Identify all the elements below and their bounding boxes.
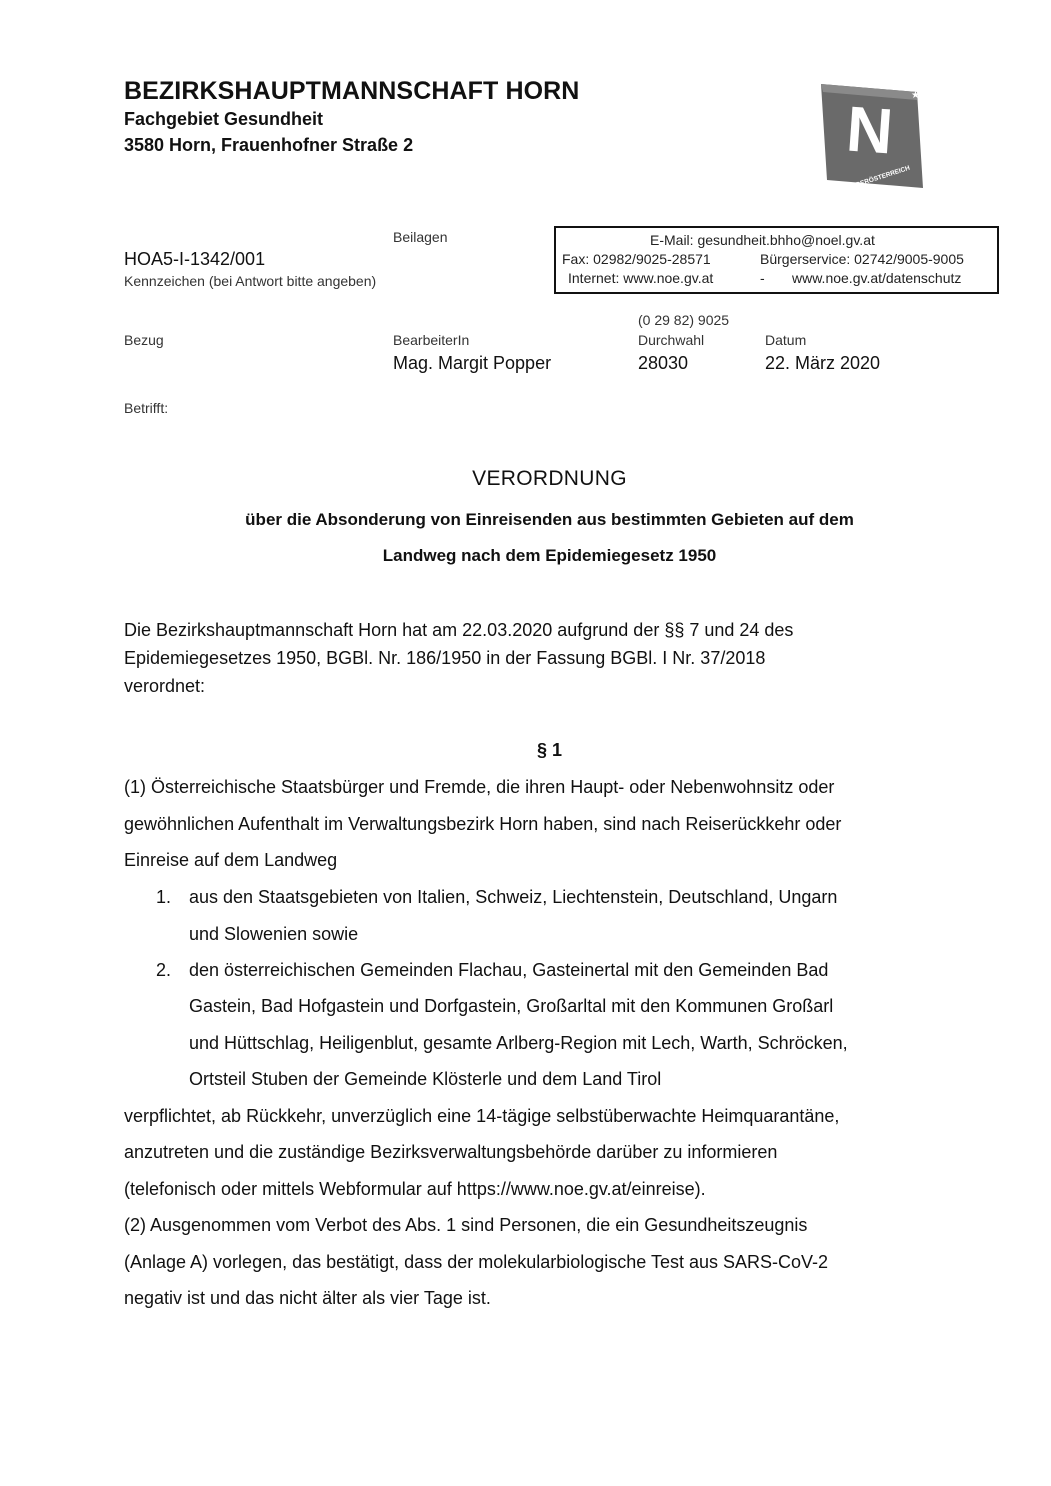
datum-value: 22. März 2020 [765,353,881,373]
contact-internet: Internet: www.noe.gv.at [568,270,714,286]
paragraph-1-line: (1) Österreichische Staatsbürger und Fremde, die ihren Haupt- oder Nebenwohnsitz oder [124,777,835,797]
beilagen-label: Beilagen [393,229,448,245]
paragraph-2-line: (Anlage A) vorlegen, das bestätigt, dass der molekularbiologische Test aus SARS-CoV-2 [124,1252,829,1272]
datum-label: Datum [765,332,807,348]
niederoesterreich-logo [817,80,927,196]
list-item-line: aus den Staatsgebieten von Italien, Schweiz, Liechtenstein, Deutschland, Ungarn [189,887,838,907]
list-item-line: und Slowenien sowie [189,924,359,944]
document-subtitle-line-1: über die Absonderung von Einreisenden aus bestimmten Gebieten auf dem [245,510,854,529]
logo-text: NIEDERÖSTERREICH [844,164,911,193]
intro-line: Epidemiegesetzes 1950, BGBl. Nr. 186/1950 in der Fassung BGBl. I Nr. 37/2018 [124,648,766,668]
paragraph-2-line: negativ ist und das nicht älter als vier Tage ist. [124,1288,491,1308]
betrifft-label: Betrifft: [124,400,169,416]
bezug-label: Bezug [124,332,164,348]
document-title: VERORDNUNG [472,467,627,490]
department-name: Fachgebiet Gesundheit [124,109,324,129]
document-subtitle-line-2: Landweg nach dem Epidemiegesetz 1950 [382,546,717,565]
section-sign: § 1 [536,740,563,760]
reference-hint: Kennzeichen (bei Antwort bitte angeben) [124,273,377,289]
list-item-number: 2. [156,960,172,980]
list-item-number: 1. [156,887,172,907]
durchwahl-value: 28030 [638,353,689,373]
logo-star-icon: ★ [911,90,920,101]
contact-email: E-Mail: gesundheit.bhho@noel.gv.at [650,232,875,248]
intro-line: verordnet: [124,676,206,696]
bearbeiter-label: BearbeiterIn [393,332,470,348]
organization-address: 3580 Horn, Frauenhofner Straße 2 [124,135,414,155]
list-item-line: den österreichischen Gemeinden Flachau, Gasteinertal mit den Gemeinden Bad [189,960,829,980]
paragraph-2-line: (2) Ausgenommen vom Verbot des Abs. 1 sind Personen, die ein Gesundheitszeugnis [124,1215,808,1235]
contact-fax: Fax: 02982/9025-28571 [562,251,711,267]
list-item-line: Gastein, Bad Hofgastein und Dorfgastein, Großarltal mit den Kommunen Großarl [189,996,834,1016]
list-item-line: Ortsteil Stuben der Gemeinde Klösterle und dem Land Tirol [189,1069,662,1089]
durchwahl-label: Durchwahl [638,332,705,348]
logo-letter: N [844,92,896,168]
reference-number: HOA5-I-1342/001 [124,249,266,269]
bearbeiter-value: Mag. Margit Popper [393,353,552,373]
paragraph-1-line: gewöhnlichen Aufenthalt im Verwaltungsbezirk Horn haben, sind nach Reiserückkehr oder [124,814,842,834]
paragraph-1-end-line: (telefonisch oder mittels Webformular auf https://www.noe.gv.at/einreise). [124,1179,706,1199]
contact-datenschutz: www.noe.gv.at/datenschutz [792,270,962,286]
intro-line: Die Bezirkshauptmannschaft Horn hat am 22.03.2020 aufgrund der §§ 7 und 24 des [124,620,794,640]
paragraph-1-end-line: anzutreten und die zuständige Bezirksverwaltungsbehörde darüber zu informieren [124,1142,778,1162]
phone-prefix: (0 29 82) 9025 [638,312,730,328]
contact-separator: - [760,270,765,286]
paragraph-1-end-line: verpflichtet, ab Rückkehr, unverzüglich eine 14-tägige selbstüberwachte Heimquarantäne, [124,1106,840,1126]
contact-buergerservice: Bürgerservice: 02742/9005-9005 [760,251,964,267]
organization-name: BEZIRKSHAUPTMANNSCHAFT HORN [124,77,580,105]
list-item-line: und Hüttschlag, Heiligenblut, gesamte Arlberg-Region mit Lech, Warth, Schröcken, [189,1033,848,1053]
paragraph-1-line: Einreise auf dem Landweg [124,850,338,870]
contact-box [554,226,999,294]
